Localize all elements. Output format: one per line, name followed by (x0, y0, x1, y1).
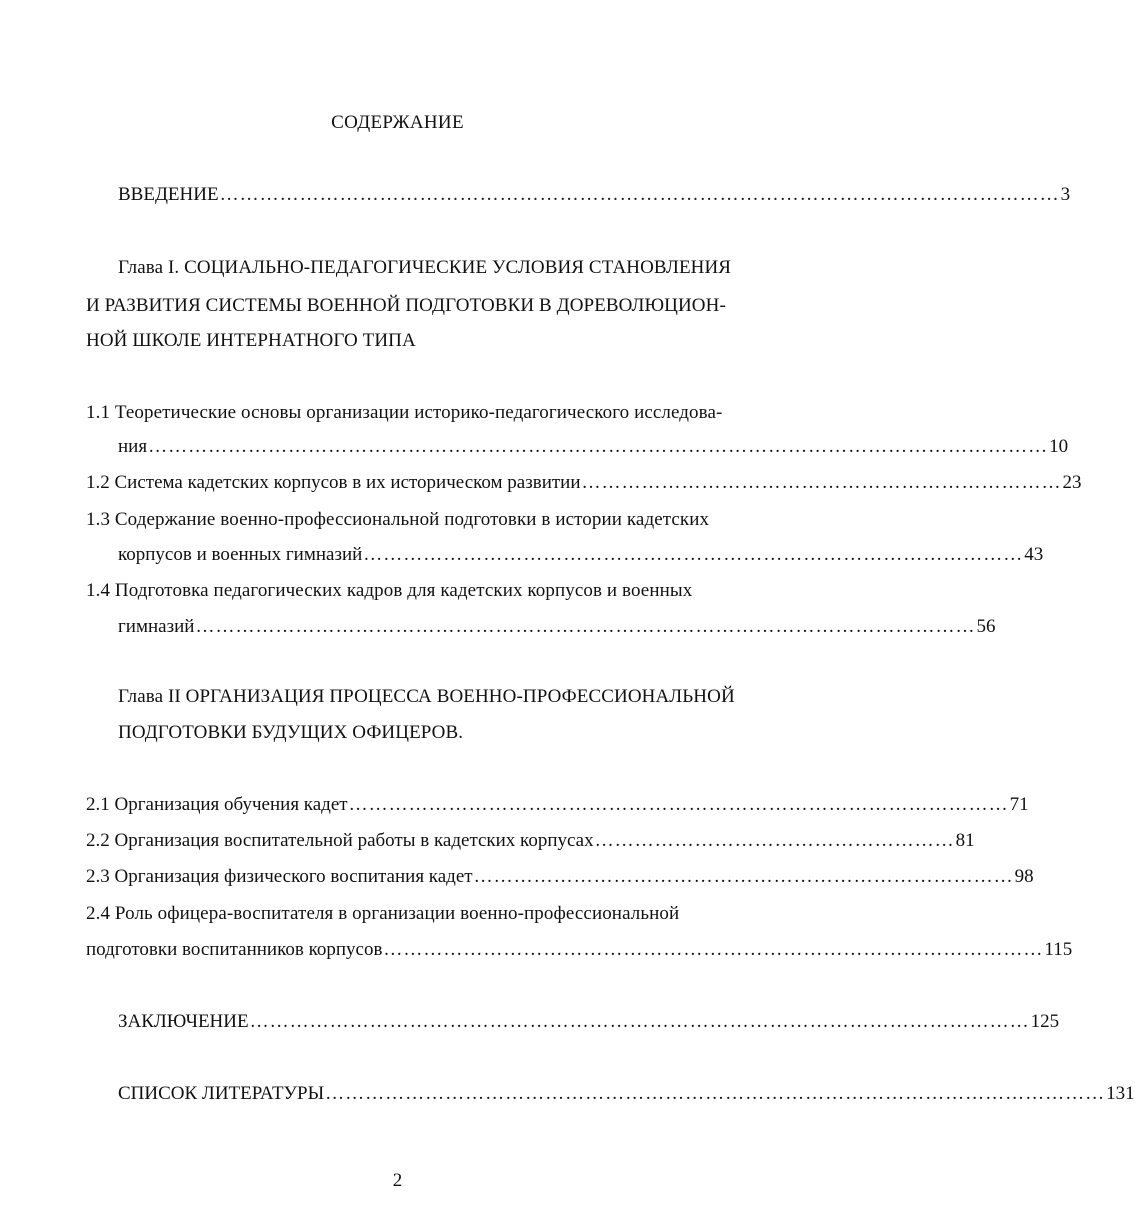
toc-entry-2-1[interactable]: 2.1 Организация обучения кадет ……………………………………………………………………………………… 71 (86, 792, 736, 818)
toc-label: ВВЕДЕНИЕ (118, 184, 219, 205)
toc-entry-1-1-line1[interactable]: 1.1 Теоретические основы организации историко-педагогического исследова- (86, 402, 723, 423)
toc-page: 43 (1024, 544, 1044, 565)
toc-page: 71 (1009, 794, 1029, 815)
toc-entry-1-1[interactable]: ния ……………………………………………………………………………………………………………………… 10 (118, 434, 736, 460)
page-title: СОДЕРЖАНИЕ (331, 112, 464, 133)
toc-page: 81 (955, 830, 975, 851)
toc-entry-2-3[interactable]: 2.3 Организация физического воспитания кадет ……………………………………………………………………… 98 (86, 864, 736, 890)
toc-entry-1-3[interactable]: корпусов и военных гимназий ……………………………………………………………………………………… 43 (118, 542, 736, 568)
toc-page: 131 (1106, 1083, 1135, 1104)
chapter1-heading-line2: И РАЗВИТИЯ СИСТЕМЫ ВОЕННОЙ ПОДГОТОВКИ В ДОРЕВОЛЮЦИОН- (86, 295, 726, 316)
toc-entry-bibliography[interactable]: СПИСОК ЛИТЕРАТУРЫ ……………………………………………………………………………………………………… 131 (118, 1081, 736, 1107)
toc-entry-1-4[interactable]: гимназий ……………………………………………………………………………………………………… 56 (118, 614, 736, 640)
toc-entry-1-4-line1[interactable]: 1.4 Подготовка педагогических кадров для кадетских корпусов и военных (86, 580, 693, 601)
chapter1-heading-line1: Глава I. СОЦИАЛЬНО-ПЕДАГОГИЧЕСКИЕ УСЛОВИЯ СТАНОВЛЕНИЯ (118, 257, 732, 278)
toc-page: 10 (1049, 436, 1069, 457)
page-number: 2 (392, 1170, 403, 1191)
toc-page: 98 (1014, 866, 1034, 887)
toc-page: 23 (1062, 472, 1082, 493)
toc-entry-2-4-line1[interactable]: 2.4 Роль офицера-воспитателя в организации военно-профессиональной (86, 903, 680, 924)
toc-entry-intro[interactable]: ВВЕДЕНИЕ ……………………………………………………………………………………………………………… 3 (118, 182, 734, 208)
toc-entry-1-3-line1[interactable]: 1.3 Содержание военно-профессиональной подготовки в истории кадетских (86, 509, 710, 530)
chapter2-heading-line2: ПОДГОТОВКИ БУДУЩИХ ОФИЦЕРОВ. (118, 722, 464, 743)
toc-entry-2-4[interactable]: подготовки воспитанников корпусов ……………………………………………………………………………………… 115 (86, 937, 736, 963)
toc-entry-2-2[interactable]: 2.2 Организация воспитательной работы в кадетских корпусах ……………………………………………… 81 (86, 828, 736, 854)
toc-entry-1-2[interactable]: 1.2 Система кадетских корпусов в их историческом развитии ……………………………………………………………… 23 (86, 470, 736, 496)
toc-page: 115 (1044, 939, 1073, 960)
toc-page: 125 (1030, 1011, 1060, 1032)
chapter1-heading-line3: НОЙ ШКОЛЕ ИНТЕРНАТНОГО ТИПА (86, 330, 416, 351)
toc-page: 3 (1060, 184, 1071, 205)
toc-entry-conclusion[interactable]: ЗАКЛЮЧЕНИЕ ……………………………………………………………………………………………………… 125 (118, 1009, 736, 1035)
toc-page: 56 (976, 616, 996, 637)
chapter2-heading-line1: Глава II ОРГАНИЗАЦИЯ ПРОЦЕССА ВОЕННО-ПРОФЕССИОНАЛЬНОЙ (118, 686, 735, 707)
